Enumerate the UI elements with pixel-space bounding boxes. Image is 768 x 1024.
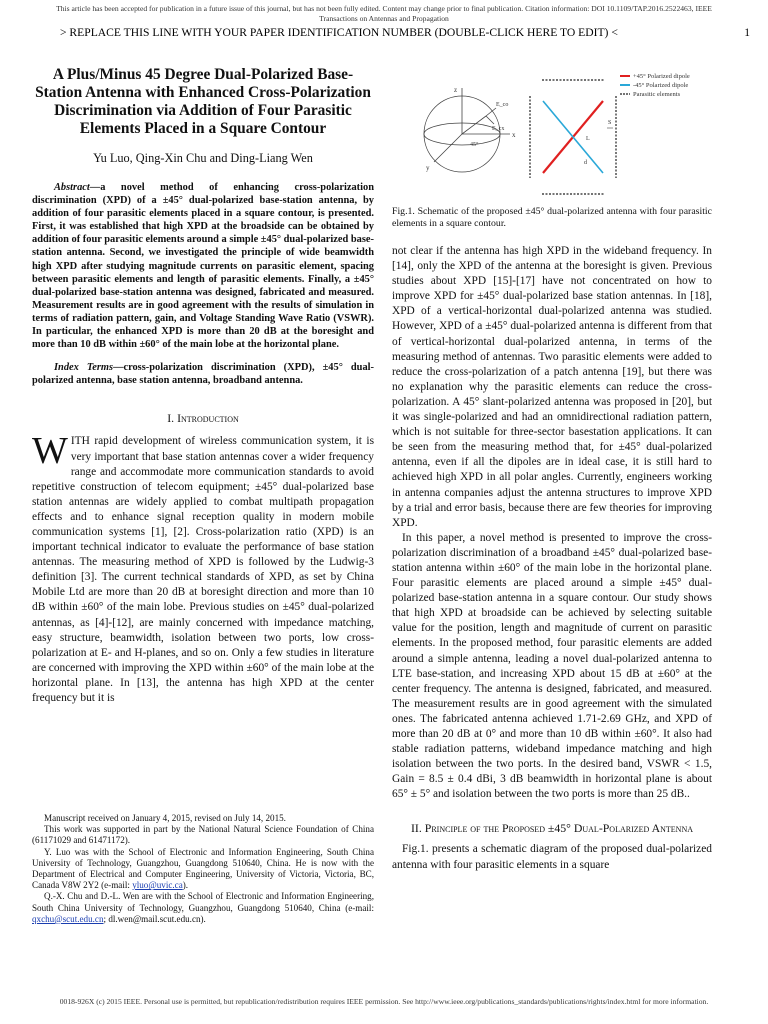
label-l: L	[586, 136, 590, 142]
notice-line: This article has been accepted for publication in a future issue of this journal, but has not been fully edited. Content may change prior to final publication. Citation information: DOI 10.1109/TAP.2016.2522463, IEEE	[56, 4, 712, 13]
replace-line: > REPLACE THIS LINE WITH YOUR PAPER IDENTIFICATION NUMBER (DOUBLE-CLICK HERE TO EDIT) <	[60, 26, 618, 39]
email-link-chu[interactable]: qxchu@scut.edu.cn	[32, 913, 104, 924]
figure-1-caption: Fig.1. Schematic of the proposed ±45° dual-polarized antenna with four parasitic elements in a square contour.	[392, 206, 712, 230]
legend-parasitic: Parasitic elements	[633, 91, 681, 98]
label-d: d	[584, 160, 587, 166]
axis-label-z: z	[454, 86, 458, 94]
footnote-funding: This work was supported in part by the National Natural Science Foundation of China (61171029 and 61471172).	[32, 824, 374, 846]
intro-text: rapid development of wireless communication system, it is very important that base station antennas cover a wider frequency range and accommodate more communication standards to avoid repetitive construction of telecom equipment; ±45° dual-polarized base station antennas are widely applied to combat multipath propagation effects and to enhance signal reception quality in modern mobile communication systems [1], [2]. Cross-polarization ratio (XPD) is an important technical indicator to evaluate the performance of base station antennas. The measuring method of XPD is followed by the Ludwig-3 definition [3]. The current technical standards of XPD, as set by China Mobile Ltd are more than 20 dB at boresight direction and more than 10 dB within ±60° of the main lobe. Previous studies on ±45° dual-polarized antennas, as [4]-[12], are mainly concerned with impedance matching, easy structure, beamwidth, isolation between two ports, low cross-polarization at E- and H-planes, and so on. Only a few studies in literature are concerned with improving the XPD within ±60° of the main lobe at the horizontal plane. In [13], the antenna has high XPD at the center frequency but it is	[32, 435, 374, 704]
index-terms-text: —cross-polarization discrimination (XPD), ±45° dual-polarized antenna, base station antenna, broadband antenna.	[32, 362, 374, 387]
intro-paragraph	[32, 430, 374, 706]
label-s: S	[608, 120, 612, 126]
section-2-numeral: II.	[411, 821, 422, 836]
drop-cap: W	[32, 430, 68, 473]
section-1-heading	[32, 411, 374, 426]
footnotes	[32, 812, 374, 925]
right-column	[392, 244, 712, 873]
footnote-luo-end: ).	[182, 880, 189, 891]
email-link-luo[interactable]: yluo@uvic.ca	[132, 880, 183, 891]
right-paragraph-1: not clear if the antenna has high XPD in the wideband frequency. In [14], only the XPD of the antenna at the boresight is given. Previous studies about XPD [15]-[17] have not concentrated on how to improve XPD for ±45° dual-polarized base station antennas. In [18], XPD of a vertical-horizontal dual-polarized antenna was studied. However, XPD of a ±45° dual-polarized antenna is different from that of vertical-horizontal dual-polarized antenna, in terms of the measuring method of antennas. Two parasitic elements were added to reduce the cross-polarization of a patch antenna [19], but there was no explanation why the parasitic elements can reduce the cross-polarization. A 45° slant-polarized antenna was proposed in [20], but it was single-polarized and had an omnidirectional radiation pattern, which is not suitable for three-sector basestation applications. It can be seen from the measuring method that, for ±45° dual-polarized antenna, even if all the dipoles are in ideal case, it is still hard to achieved high XPD in all polar angles. Currently, engineers working in antenna companies adjust the antenna structures to improve XPD by a trial and error basis, because there are few theories for improving XPD.	[392, 245, 712, 529]
section-2-title: Principle of the Proposed ±45° Dual-Polarized Antenna	[424, 821, 693, 836]
footnote-author-luo	[32, 847, 374, 892]
intro-first-word: ITH	[70, 435, 90, 448]
footnote-luo-text: Y. Luo was with the School of Electronic and Information Engineering, South China University of Technology, Guangzhou, Guangdong 510640, China. He is now with the Department of Electrical and Computer Engineering, University of Victoria, Victoria, BC, Canada V8W 2Y2 (e-mail:	[32, 846, 374, 891]
abstract	[32, 181, 374, 351]
figure-legend	[620, 73, 690, 98]
publication-notice	[0, 4, 768, 23]
legend-minus45: -45° Polarized dipole	[633, 82, 689, 89]
journal-line: Transactions on Antennas and Propagation	[319, 13, 449, 23]
axis-label-y: y	[426, 164, 430, 172]
paper-authors: Yu Luo, Qing-Xin Chu and Ding-Liang Wen	[93, 151, 313, 165]
paper-title: A Plus/Minus 45 Degree Dual-Polarized Base-Station Antenna with Enhanced Cross-Polarization Discrimination via Addition of Four Parasitic Elements Placed in a Square Contour	[35, 66, 371, 137]
footnote-author-chu-wen	[32, 891, 374, 925]
label-e-co: E_co	[496, 102, 509, 108]
antenna-layout	[530, 80, 616, 194]
label-45-deg: 45°	[470, 142, 479, 148]
abstract-label: Abstract	[54, 182, 90, 193]
y-axis-line	[434, 134, 462, 162]
page-number: 1	[744, 26, 750, 39]
right-paragraph-3: Fig.1. presents a schematic diagram of the proposed dual-polarized antenna with four parasitic elements in a square	[392, 843, 712, 871]
figure-1	[392, 66, 714, 206]
abstract-text: —a novel method of enhancing cross-polarization discrimination (XPD) of a ±45° dual-polarized base-station antenna, by addition of four parasitic elements placed in a square contour, is presented. First, it was established that high XPD at the broadside can be obtained by addition of four parasitic elements around a simple ±45° dual-polarized base-station antenna. Second, we investigated the principle of wide beamwidth high XPD after studying magnitude currents on parasitic element, spacing between parasitic elements and length of parasitic elements. Finally, a ±45° dual-polarized base-station antenna was designed, fabricated and measured. Measurement results are in good agreement with the results of simulation in terms of radiation pattern, gain, and Voltage Standing Wave Ratio (VSWR). In particular, the enhanced XPD is more than 20 dB at the boresight and more than 10 dB within ±60° of the main lobe at the horizontal plane.	[32, 182, 374, 351]
section-1-title: Introduction	[177, 411, 239, 426]
left-column	[32, 66, 374, 706]
index-terms	[32, 361, 374, 387]
right-paragraph-2: In this paper, a novel method is presented to improve the cross-polarization discrimination of a broadband ±45° dual-polarized base-station antenna within ±60° of the main lobe in the horizontal plane. Four parasitic elements are placed around a simple ±45° dual-polarized base-station antenna in a square contour. Our study shows that high XPD at broadside can be achieved by selecting suitable value for the position, length and magnitude of current on parasitic elements. In the proposed method, four parasitic elements are added around a simple antenna, leading a novel dual-polarized antenna to LTE base-station, and increasing XPD about 15 dB at ±60° at the center frequency. The antenna is designed, fabricated, and measured. The measurement results are in good agreement with the simulated ones. The fabricated antenna achieved 1.71-2.69 GHz, and XPD of more than 20 dB at 0° and more than 10 dB within ±60°. It also had stable radiation patterns, wideband impedance matching and high isolation between the two ports. In the desired band, VSWR < 1.5, Gain = 8.5 ± 0.4 dBi, 3 dB beamwidth in horizontal plane is about 65° ± 5° and isolation between the two ports is more than 25 dB..	[392, 531, 712, 801]
index-terms-label: Index Terms	[54, 362, 114, 374]
e-cx-vector	[486, 116, 494, 124]
figure-1-schematic	[392, 66, 714, 206]
section-1-numeral: I.	[167, 411, 175, 426]
copyright-footer: 0018-926X (c) 2015 IEEE. Personal use is permitted, but republication/redistribution requires IEEE permission. See http://www.ieee.org/publications_standards/publications/rights/index.html for more information.	[59, 997, 709, 1006]
running-header	[60, 26, 750, 39]
section-2-heading	[392, 820, 712, 836]
axis-label-x: x	[512, 131, 516, 139]
footnote-chu-text: Q.-X. Chu and D.-L. Wen are with the School of Electronic and Information Engineering, South China University of Technology, Guangzhou, Guangdong 510640, China (e-mail:	[32, 891, 374, 913]
legend-plus45: +45° Polarized dipole	[633, 73, 690, 80]
footnote-chu-end: ; dl.wen@mail.scut.edu.cn).	[103, 913, 206, 924]
label-e-cx: E_cx	[492, 126, 505, 132]
footnote-received: Manuscript received on January 4, 2015, revised on July 14, 2015.	[44, 813, 286, 823]
